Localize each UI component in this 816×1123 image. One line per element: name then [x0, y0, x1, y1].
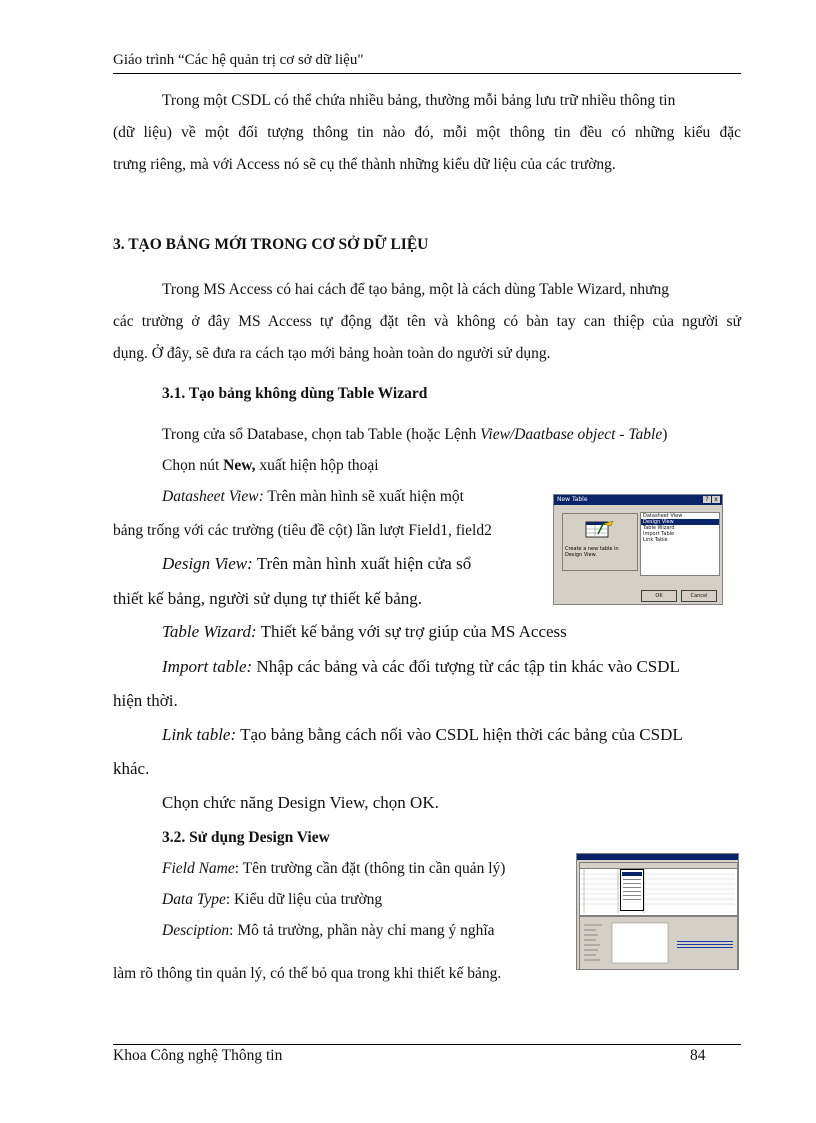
- header-rule: [113, 73, 741, 74]
- footer-department: Khoa Công nghệ Thông tin: [113, 1047, 283, 1064]
- field-properties-lines: [582, 921, 672, 967]
- s31-line-1-text: Trong cửa sổ Database, chọn tab Table (hoặc Lệnh: [162, 426, 481, 443]
- link-table-term: Link table:: [162, 725, 237, 744]
- intro-line-3: trưng riêng, mà với Access nó sẽ cụ thể thành những kiểu dữ liệu của các trường.: [113, 156, 616, 173]
- new-table-dialog-screenshot: [553, 494, 723, 605]
- section-3-heading: 3. TẠO BẢNG MỚI TRONG CƠ SỞ DỮ LIỆU: [113, 236, 429, 253]
- design-view-desc: [162, 554, 471, 574]
- running-header: Giáo trình “Các hệ quản trị cơ sở dữ liệu": [113, 52, 364, 68]
- option-datasheet-view[interactable]: Datasheet View: [643, 513, 683, 519]
- design-view-text: Trên màn hình xuất hiện cửa sổ: [252, 554, 472, 573]
- datasheet-view-desc: [162, 488, 464, 506]
- datasheet-view-text: Trên màn hình sẽ xuất hiện một: [263, 488, 464, 505]
- data-type-term: Data Type: [162, 891, 226, 908]
- dialog-preview-pane: [562, 513, 638, 571]
- data-type-dropdown: [620, 869, 644, 911]
- s3-line-2: các trường ở đây MS Access tự động đặt tên và không có bàn tay can thiệp của người sử: [113, 313, 741, 330]
- intro-line-2: (dữ liệu) về một đối tượng thông tin nào đó, mỗi một thông tin đều có những kiểu đặc: [113, 124, 741, 141]
- import-table-term: Import table:: [162, 657, 253, 676]
- section-3-2-heading: 3.2. Sử dụng Design View: [162, 829, 330, 846]
- design-view-field-properties: [579, 916, 738, 970]
- footer-rule: [113, 1044, 741, 1045]
- datasheet-view-term: Datasheet View:: [162, 488, 264, 505]
- description-text: : Mô tả trường, phần này chỉ mang ý nghĩa: [229, 922, 495, 939]
- s31-line-1-italic: View/Daatbase object - Table: [480, 426, 663, 443]
- section-3-1-heading: 3.1. Tạo bảng không dùng Table Wizard: [162, 385, 428, 402]
- design-view-term: Design View:: [162, 554, 253, 573]
- description-desc: [162, 922, 495, 940]
- link-table-cont: khác.: [113, 759, 150, 778]
- s3-line-3: dụng. Ở đây, sẽ đưa ra cách tạo mới bảng hoàn toàn do người sử dụng.: [113, 345, 551, 362]
- dialog-caption: Create a new table in Design View.: [565, 546, 619, 558]
- import-table-text: Nhập các bảng và các đối tượng từ các tập tin khác vào CSDL: [252, 657, 680, 676]
- properties-help-note: [677, 939, 733, 949]
- option-import-table[interactable]: Import Table: [643, 531, 675, 537]
- help-icon: ?: [703, 496, 711, 503]
- link-table-desc: [162, 725, 683, 745]
- design-view-screenshot: [576, 853, 739, 970]
- design-view-cont: thiết kế bảng, người sử dụng tự thiết kế bảng.: [113, 589, 423, 608]
- intro-line-1: Trong một CSDL có thể chứa nhiều bảng, thường mỗi bảng lưu trữ nhiều thông tin: [162, 92, 676, 109]
- import-table-cont: hiện thời.: [113, 691, 178, 710]
- s31-line-1: [162, 426, 667, 444]
- data-type-text: : Kiểu dữ liệu của trường: [225, 891, 383, 908]
- link-table-text: Tạo bảng bằng cách nối vào CSDL hiện thời các bảng của CSDL: [236, 725, 683, 744]
- description-term: Desciption: [162, 922, 230, 939]
- design-view-titlebar: [577, 854, 738, 860]
- s31-line-2-bold: New,: [223, 457, 256, 474]
- dialog-title: New Table: [557, 496, 588, 503]
- table-wizard-desc: [162, 622, 567, 642]
- s31-line-2-post: xuất hiện hộp thoại: [255, 457, 379, 474]
- description-cont: làm rõ thông tin quản lý, có thể bỏ qua trong khi thiết kế bảng.: [113, 965, 502, 982]
- data-type-desc: [162, 891, 382, 909]
- design-table-icon: [585, 520, 615, 540]
- cancel-button[interactable]: Cancel: [681, 590, 717, 602]
- choose-design-view: Chọn chức năng Design View, chọn OK.: [162, 793, 439, 812]
- table-wizard-text: Thiết kế bảng với sự trợ giúp của MS Access: [256, 622, 567, 641]
- option-table-wizard[interactable]: Table Wizard: [643, 525, 675, 531]
- design-view-field-grid: [579, 862, 738, 916]
- option-link-table[interactable]: Link Table: [643, 537, 668, 543]
- close-icon: x: [712, 496, 720, 503]
- field-name-text: : Tên trường cần đặt (thông tin cần quản lý): [234, 860, 506, 877]
- s3-line-1: Trong MS Access có hai cách để tạo bảng, một là cách dùng Table Wizard, nhưng: [162, 281, 670, 298]
- table-wizard-term: Table Wizard:: [162, 622, 257, 641]
- ok-button[interactable]: OK: [641, 590, 677, 602]
- s31-line-1-end: ): [662, 426, 668, 443]
- field-grid-lines: [580, 869, 735, 913]
- field-name-term: Field Name: [162, 860, 235, 877]
- s31-line-2: [162, 457, 379, 475]
- dialog-titlebar: [554, 495, 722, 505]
- s31-line-2-pre: Chọn nút: [162, 457, 224, 474]
- option-design-view[interactable]: Design View: [641, 519, 719, 525]
- page-number: 84: [690, 1047, 706, 1064]
- field-name-desc: [162, 860, 505, 878]
- dialog-option-list[interactable]: [640, 512, 720, 576]
- import-table-desc: [162, 657, 680, 677]
- datasheet-view-cont: bảng trống với các trường (tiêu đề cột) lần lượt Field1, field2: [113, 522, 492, 539]
